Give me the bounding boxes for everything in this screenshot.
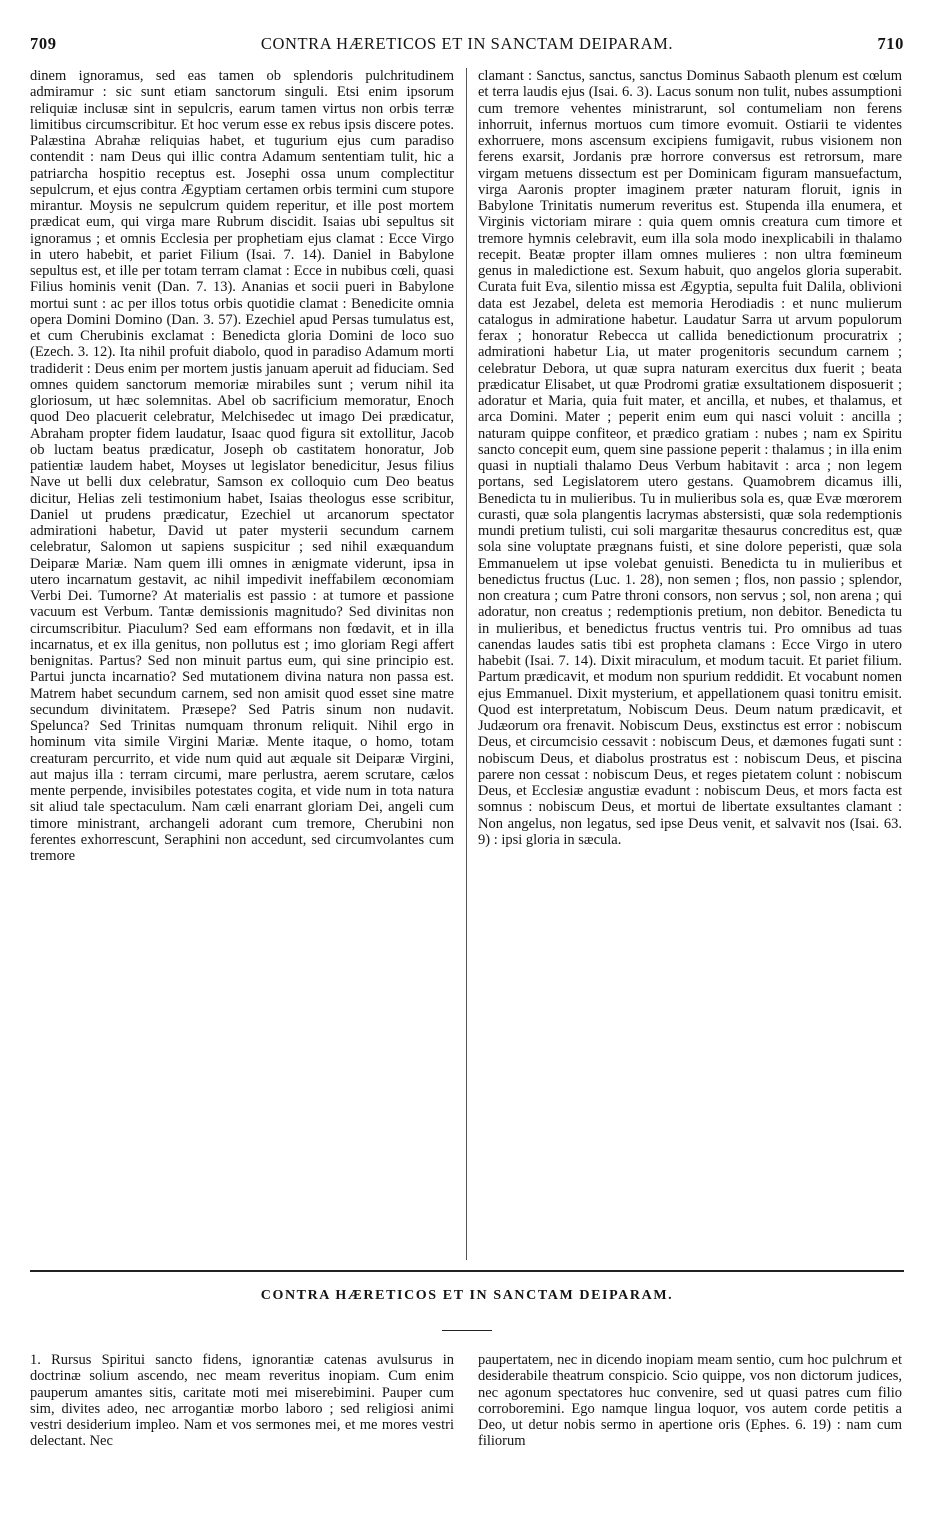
running-head-title: CONTRA HÆRETICOS ET IN SANCTAM DEIPARAM. [260,34,674,53]
paragraph: paupertatem, nec in dicendo inopiam meam sentio, cum hoc pulchrum et desiderabile theatrum conspicio. Scio quippe, vos non dictorum judices, nec agonum spectatores huc convenire, sed ut quasi patres cum filio corroboremini. Ego namque lingua loquor, vos autem corde petitis a Deo, ut detur nobis sermo in apertione oris (Ephes. 6. 19) : nam cum filiorum [478,1352,902,1450]
text-column-right [478,68,902,1260]
running-head [30,34,904,54]
section-divider [30,1270,904,1272]
column-divider [466,68,467,1260]
paragraph: 1. Rursus Spiritui sancto fidens, ignorantiæ catenas avulsurus in doctrinæ solium ascendo, nec meam reveritus inopiam. Cum enim pauperum amantes sitis, caritate moti mei miserebimini. Pauper cum sim, divites adeo, nec arrogantiæ morbo laboro ; sed religiosi animi vestri desiderium impleo. Nam et vos sermones mei, et me mores vestri delectant. Nec [30,1352,454,1450]
page-number-left: 709 [30,34,57,53]
paragraph: dinem ignoramus, sed eas tamen ob splendoris pulchritudinem admiramur : sic sunt etiam sanctorum singuli. Etsi enim ipsorum reliquiæ inclusæ sint in sepulcris, earum tamen virtus non orbis terræ limitibus circumscribitur. Et hoc verum esse ex rebus ipsis discere potes. Palæstina Abrahæ reliquias habet, et tugurium ejus cum paradiso contendit : nam Deus qui illic contra Adamum sententiam tulit, hic a patriarcha hospitio receptus est. Josephi ossa unum complectitur sepulcrum, et ejus contra Ægyptiam certamen orbis termini cum stupore mirantur. Moysis ne sepulcrum quidem reperitur, et ille post mortem prædicat eum, qui virga mare Rubrum discidit. Isaias ubi sepultus sit ignoramus ; et omnis Ecclesia per prophetiam ejus clamat : Ecce Virgo in utero habebit, et pariet Filium (Isai. 7. 14). Daniel in Babylone sepultus est, et ille per totam terram clamat : Ecce in nubibus cœli, quasi Filius hominis venit (Dan. 7. 13). Ananias et socii pueri in Babylone mortui sunt : ac per illos totus orbis quotidie clamat : Benedicite omnia opera Domini Domino (Dan. 3. 57). Ezechiel apud Persas tumulatus est, et cum Cherubinis exclamat : Benedicta gloria Domini de loco suo (Ezech. 3. 12). Ita nihil profuit diabolo, quod in paradiso Adamum morti tradiderit : Deus enim per mortem justis januam aperuit ad fiduciam. Sed omnes quidem sanctorum memoriæ mirabiles sunt ; verum nihil ita gloriosum, ut hæc solemnitas. Abel ob sacrificium memoratur, Enoch quod Deo placuerit celebratur, Melchisedec ut imago Dei prædicatur, Abraham propter fidem laudatur, Isaac quod figura sit extollitur, Jacob ob luctam beatus prædicatur, Joseph ob castitatem honoratur, Job patientiæ laudem habet, Moyses ut legislator benedicitur, Jesus filius Nave ut belli dux celebratur, Samson ex colloquio cum Deo beatus dicitur, Helias zeli testimonium habet, Isaias theologus esse scribitur, Daniel ut prudens prædicatur, Ezechiel ut arcanorum spectator admirationi habetur, David ut pater mysterii secundum carnem celebratur, Salomon ut sapiens suspicitur ; sed nihil exæquandum Deiparæ Mariæ. Nam quem illi omnes in ænigmate viderunt, ipsa in utero incarnatum gestavit, ac nihil impedivit ineffabilem œconomiam Verbi Dei. Tumorne? At materialis est passio : at tumore et passione vacuum est Verbum. Tantæ demissionis magnitudo? Sed divinitas non circumscribitur. Piaculum? Sed eam efformans non fœdavit, et in illa incarnatus, et ex illa genitus, non pollutus est ; imo gloriam Regi affert benignitas. Partus? Sed non minuit partus eum, qui sine principio est. Partui juncta incarnatio? Sed mutationem divina natura non passa est. Matrem habet secundum carnem, sed non amisit quod esset sine matre secundum divinitatem. Præsepe? Sed Patris sinum non nudavit. Spelunca? Sed Trinitas numquam thronum reliquit. Nihil ergo in hominum vita simile Virgini Mariæ. Mente itaque, o homo, totam creaturam percurrito, et vide num quid aut æquale sit Deiparæ Virgini, aut majus illa : terram circumi, mare perlustra, aerem scrutare, cælos mente perpende, invisibiles potestates cogita, et vide num in tota natura sit aliud tale spectaculum. Nam cæli enarrant gloriam Dei, angeli cum timore ministrant, archangeli adorant cum tremore, Cherubini non ferentes exhorrescunt, Seraphini non accedunt, sed circumvolantes cum tremore [30,68,454,864]
paragraph: clamant : Sanctus, sanctus, sanctus Dominus Sabaoth plenum est cœlum et terra laudis ejus (Isai. 6. 3). Lacus sonum non tulit, nubes assumptioni cum tremore vehentes ministrarunt, sol contumeliam non ferens inhorruit, infernus mortuos cum timore evomuit. Ostiarii te videntes exhorruere, mons ascensum excipiens fumigavit, rubus visionem non ferens exarsit, Jordanis præ horrore conversus est retrorsum, mare virgam metuens dissectum est per Dominicam figuram mansuefactum, virga Aaronis propter imaginem præter naturam floruit, ignis in Babylone Trinitatis numerum reveritus est. Stupenda illa enumera, et Virginis victoriam mirare : quia quem omnis creatura cum timore et tremore hymnis celebravit, eum illa sola modo inexplicabili in thalamo recepit. Beatæ propter illam omnes mulieres : non ultra fœmineum genus in maledictione est. Sexum habuit, quo angelos gloria superabit. Curata fuit Eva, silentio missa est Ægyptia, sepulta fuit Dalila, oblivioni data est Jezabel, deleta est memoria Herodiadis : et nunc mulierum catalogus in admiratione habetur. Laudatur Sarra ut arvum populorum ferax ; honoratur Rebecca ut callida benedictionum procuratrix ; admirationi habetur Lia, ut mater progenitoris secundum carnem ; celebratur Debora, ut quæ supra naturam exercitus dux fuerit ; beata prædicatur Elisabet, ut quæ Prodromi gratiæ exsultationem disposuerit ; adoratur et Maria, quia fuit mater, et ancilla, et nubes, et thalamus, et arca Domini. Mater ; peperit enim eum qui nasci voluit : ancilla ; naturam quippe confiteor, et prædico gratiam : nubes ; nam ex Spiritu sancto concepit eum, quem sine passione peperit : thalamus ; in illa enim quasi in nuptiali thalamo Deus Verbum habitavit : arca ; non legem portans, sed Legislatorem utero gestans. Quamobrem dicamus illi, Benedicta tu in mulieribus. Tu in mulieribus sola es, quæ Evæ mœrorem curasti, quæ sola plangentis lacrymas abstersisti, quæ sola redemptionis mundi pretium tulisti, cui soli margaritæ thesaurus concreditus est, quæ sola sine voluptate prægnans fuisti, et sine dolore peperisti, quæ sola Emmanuelem ut ipse volebat genuisti. Benedicta tu in mulieribus et benedictus fructus (Luc. 1. 28), non semen ; flos, non passio ; splendor, non creatura ; cum Patre throni consors, non servus ; sol, non arena ; qui adoratur, non creatus ; redemptionis pretium, non debitor. Benedicta tu in mulieribus, et benedictus fructus ventris tui. Pro omnibus ad tuas canendas laudes satis tibi est propheta clamans : Ecce Virgo in utero habebit (Isai. 7. 14). Dixit miraculum, et modum tacuit. Et pariet filium. Partum prædicavit, et modum non spurium reddidit. Et vocabunt nomen ejus Emmanuel. Dixit mysterium, et appellationem quasi tonitru emisit. Quod est interpretatum, Nobiscum Deus. Deum natum prædicavit, et Judæorum ora frenavit. Nobiscum Deus, exstinctus est error : nobiscum Deus, et circumcisio cessavit : nobiscum Deus, et dæmones fugati sunt : nobiscum Deus, et diabolus prostratus est : nobiscum Deus, et piscina parere non cessat : nobiscum Deus, et reges pietatem colunt : nobiscum Deus, et Ecclesiæ angustiæ evadunt : nobiscum Deus, et mors facta est somnus : nobiscum Deus, et mortui de libertate exsultantes clamant : Non angelus, non legatus, sed ipse Deus venit, et salvavit nos (Isai. 63. 9) : ipsi gloria in sæcula. [478,68,902,848]
section-column-right [478,1352,902,1512]
section-title: CONTRA HÆRETICOS ET IN SANCTAM DEIPARAM. [260,1288,674,1303]
title-rule [442,1330,492,1331]
text-column-left [30,68,454,1260]
page-number-right: 710 [877,34,904,53]
section-column-left [30,1352,454,1512]
